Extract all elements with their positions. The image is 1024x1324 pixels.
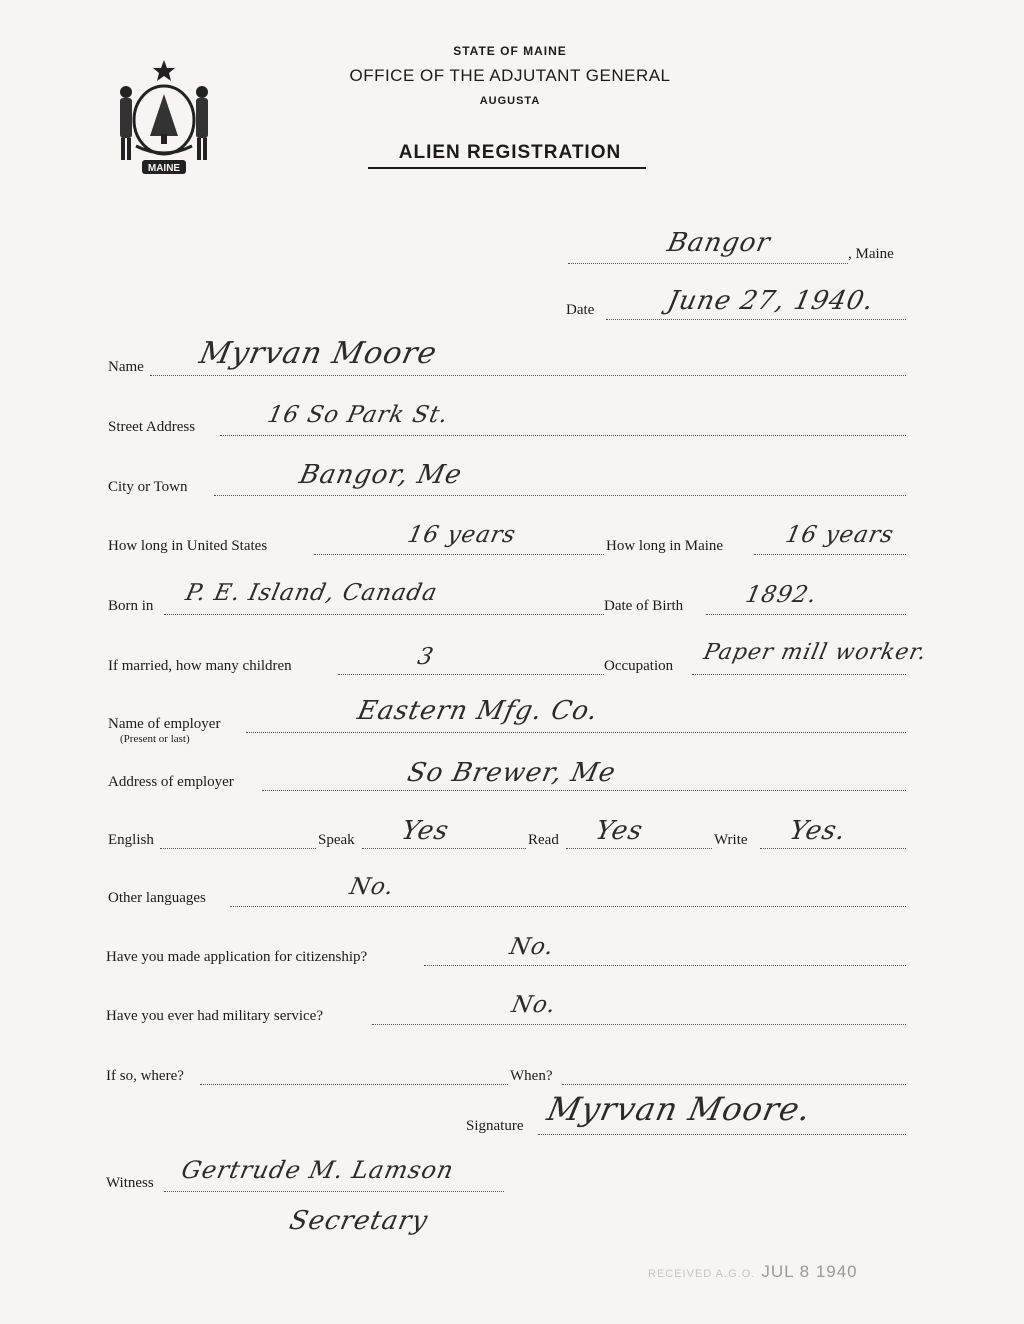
write-line (760, 847, 906, 849)
other-languages-label: Other languages (108, 890, 206, 906)
header-office: OFFICE OF THE ADJUTANT GENERAL (349, 66, 671, 85)
read-value: Yes (592, 816, 646, 846)
me-time-value: 16 years (783, 522, 897, 548)
signature-value: Myrvan Moore. (543, 1090, 815, 1128)
military-line (372, 1023, 906, 1025)
citizenship-label: Have you made application for citizenship? (106, 949, 368, 965)
city-town-line (214, 494, 906, 496)
title-underline (368, 167, 646, 169)
employer-label: Name of employer (108, 716, 221, 732)
born-line (164, 613, 604, 615)
where-line (200, 1083, 508, 1085)
employer-address-label: Address of employer (108, 774, 234, 790)
street-label: Street Address (108, 419, 196, 435)
maine-label: , Maine (848, 246, 894, 262)
children-label: If married, how many children (108, 658, 292, 674)
witness-label: Witness (106, 1175, 154, 1191)
dob-value: 1892. (743, 582, 820, 608)
witness-value: Gertrude M. Lamson (179, 1156, 457, 1184)
occupation-value: Paper mill worker. (701, 640, 930, 665)
employer-sub-label: (Present or last) (120, 733, 190, 745)
me-time-label: How long in Maine (606, 538, 724, 554)
witness-line (164, 1190, 504, 1192)
employer-line (246, 731, 906, 733)
speak-label: Speak (318, 832, 355, 848)
occupation-line (692, 673, 906, 675)
dob-label: Date of Birth (604, 598, 684, 614)
other-languages-line (230, 905, 906, 907)
children-value: 3 (415, 644, 437, 670)
received-stamp (648, 1262, 858, 1282)
born-value: P. E. Island, Canada (183, 580, 441, 606)
signature-line (538, 1133, 906, 1135)
occupation-label: Occupation (604, 658, 674, 674)
when-label: When? (510, 1068, 553, 1084)
form-title: ALIEN REGISTRATION (398, 142, 622, 163)
english-line (160, 847, 316, 849)
place-value: Bangor (664, 228, 774, 258)
header-city: AUGUSTA (479, 95, 541, 107)
children-line (338, 673, 604, 675)
date-label: Date (566, 302, 595, 318)
city-town-label: City or Town (108, 479, 188, 495)
citizenship-value: No. (507, 934, 557, 960)
received-stamp-date: JUL 8 1940 (761, 1262, 858, 1281)
date-value: June 27, 1940. (664, 286, 877, 316)
us-time-label: How long in United States (108, 538, 268, 554)
employer-value: Eastern Mfg. Co. (354, 696, 602, 726)
witness-title-value: Secretary (286, 1206, 431, 1236)
where-label: If so, where? (106, 1068, 184, 1084)
street-line (220, 434, 906, 436)
us-time-line (314, 553, 604, 555)
name-line (150, 374, 906, 376)
write-label: Write (714, 832, 748, 848)
speak-line (362, 847, 526, 849)
maine-state-seal (112, 56, 216, 180)
me-time-line (754, 553, 906, 555)
citizenship-line (424, 964, 906, 966)
received-stamp-prefix: RECEIVED A.G.O. (648, 1268, 756, 1280)
read-line (566, 847, 712, 849)
place-line (568, 262, 848, 264)
signature-label: Signature (466, 1118, 524, 1134)
employer-address-value: So Brewer, Me (404, 758, 619, 788)
svg-text:MAINE: MAINE (147, 163, 181, 174)
military-value: No. (509, 992, 559, 1018)
name-label: Name (108, 359, 144, 375)
date-line (606, 318, 906, 320)
read-label: Read (528, 832, 559, 848)
english-label: English (108, 832, 154, 848)
header-state: STATE OF MAINE (453, 44, 567, 58)
dob-line (706, 613, 906, 615)
other-languages-value: No. (347, 874, 397, 900)
speak-value: Yes (398, 816, 452, 846)
write-value: Yes. (786, 816, 850, 846)
street-value: 16 So Park St. (265, 402, 451, 428)
name-value: Myrvan Moore (196, 336, 441, 371)
city-town-value: Bangor, Me (296, 460, 465, 490)
employer-address-line (262, 789, 906, 791)
us-time-value: 16 years (405, 522, 519, 548)
born-label: Born in (108, 598, 154, 614)
when-line (562, 1083, 906, 1085)
military-label: Have you ever had military service? (106, 1008, 323, 1024)
